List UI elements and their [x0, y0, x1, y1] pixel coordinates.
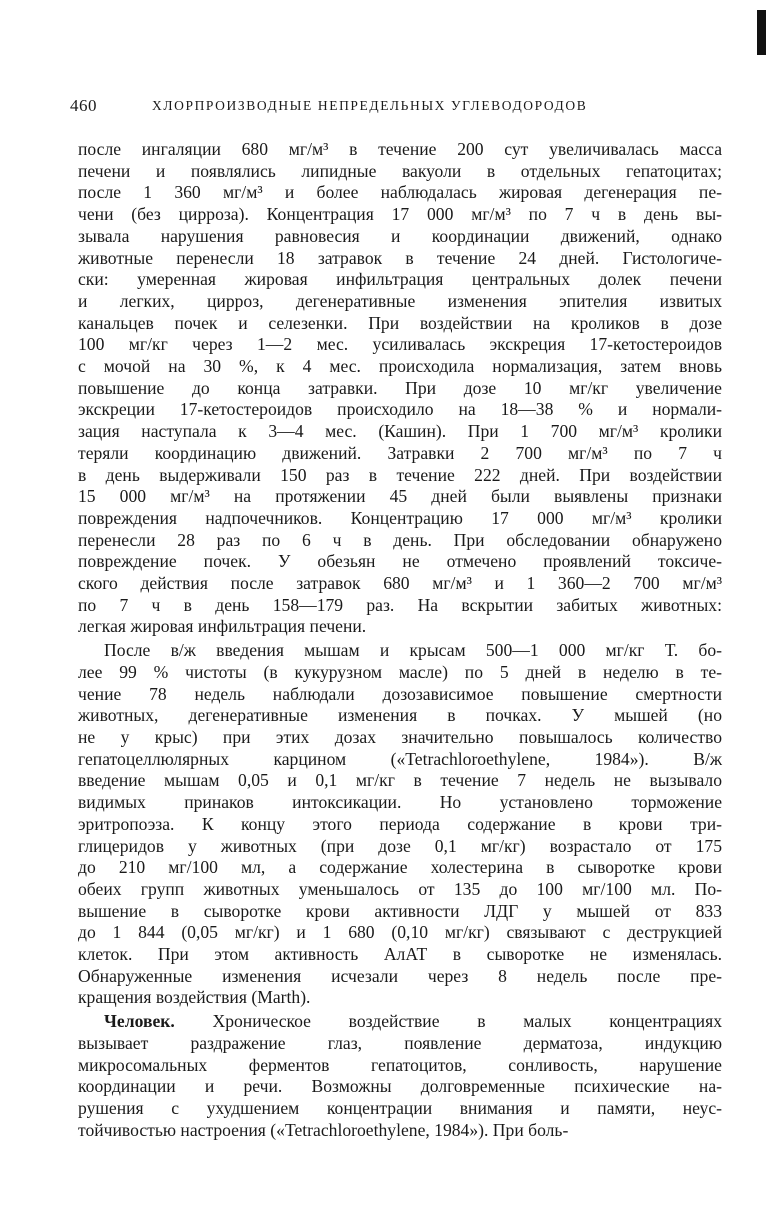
body-text: [78, 139, 722, 1141]
text-line: перенесли 28 раз по 6 ч в день. При обследовании обнаружено: [78, 529, 722, 550]
text-line: в день выдерживали 150 раз в течение 222 дней. При воздействии: [78, 464, 722, 485]
text-line: обеих групп животных уменьшалось от 135 до 100 мг/100 мл. По-: [78, 878, 722, 899]
text-line: повышение до конца затравки. При дозе 10 мг/кг увеличение: [78, 377, 722, 398]
text-line: видимых принаков интоксикации. Но установлено торможение: [78, 792, 722, 813]
text-line: чени (без цирроза). Концентрация 17 000 мг/м³ по 7 ч в день вы-: [78, 204, 722, 225]
text-line: [78, 1011, 722, 1033]
text-line: клеток. При этом активность АлАТ в сыворотке не изменялась.: [78, 944, 722, 965]
page-number: 460: [70, 96, 97, 115]
text-line: животные перенесли 18 затравок в течение 24 дней. Гистологиче-: [78, 247, 722, 268]
text-line: до 210 мг/100 мл, а содержание холестерина в сыворотке крови: [78, 857, 722, 878]
text-line: теряли координацию движений. Затравки 2 700 мг/м³ по 7 ч: [78, 442, 722, 463]
paragraph-human-effects: [78, 1011, 722, 1141]
text-line: чение 78 недель наблюдали дозозависимое повышение смертности: [78, 683, 722, 704]
text-line: глицеридов у животных (при дозе 0,1 мг/кг) возрастало от 175: [78, 835, 722, 856]
text-line: до 1 844 (0,05 мг/кг) и 1 680 (0,10 мг/кг) связывают с деструкцией: [78, 922, 722, 943]
text-line: рушения с ухудшением концентрации внимания и памяти, неус-: [78, 1097, 722, 1118]
paragraph-oral-administration: [78, 640, 722, 1009]
text-line: эритропоэза. К концу этого периода содержание в крови три-: [78, 813, 722, 834]
text-line: печени и появлялись липидные вакуоли в отдельных гепатоцитах;: [78, 160, 722, 181]
text-line: животных, дегенеративные изменения в почках. У мышей (но: [78, 705, 722, 726]
text-line: зывала нарушения равновесия и координации движений, однако: [78, 225, 722, 246]
text-line: повреждения надпочечников. Концентрацию 17 000 мг/м³ кролики: [78, 507, 722, 528]
text-line: вышение в сыворотке крови активности ЛДГ у мышей от 833: [78, 900, 722, 921]
text-line: тойчивостью настроения («Tetrachloroethylene, 1984»). При боль-: [78, 1119, 569, 1140]
page-edge-mark: [757, 10, 766, 55]
text-line: легкая жировая инфильтрация печени.: [78, 616, 367, 637]
text-line: кращения воздействия (Marth).: [78, 987, 311, 1008]
text-line: 15 000 мг/м³ на протяжении 45 дней были выявлены признаки: [78, 486, 722, 507]
text-line: после 1 360 мг/м³ и более наблюдалась жировая дегенерация пе-: [78, 182, 722, 203]
text-line: гепатоцеллюлярных карцином («Tetrachloroethylene, 1984»). В/ж: [78, 748, 722, 769]
text-line: микросомальных ферментов гепатоцитов, сонливость, нарушение: [78, 1054, 722, 1075]
run-in-heading: Человек.: [104, 1011, 175, 1032]
text-line: После в/ж введения мышам и крысам 500—1 000 мг/кг Т. бо-: [104, 640, 722, 661]
text-line: ски: умеренная жировая инфильтрация центральных долек печени: [78, 269, 722, 290]
text-line: с мочой на 30 %, к 4 мес. происходила нормализация, затем вновь: [78, 356, 722, 377]
text-line: лее 99 % чистоты (в кукурузном масле) по 5 дней в неделю в те-: [78, 661, 722, 682]
text-line: экскреции 17-кетостероидов происходило на 18—38 % и нормали-: [78, 399, 722, 420]
text-line: не у крыс) при этих дозах значительно повышалось количество: [78, 726, 722, 747]
text-line: координации и речи. Возможны долговременные психические на-: [78, 1076, 722, 1097]
text-line: вызывает раздражение глаз, появление дерматоза, индукцию: [78, 1032, 722, 1053]
text-line: 100 мг/кг через 1—2 мес. усиливалась экскреция 17-кетостероидов: [78, 334, 722, 355]
text-line: ского действия после затравок 680 мг/м³ и 1 360—2 700 мг/м³: [78, 573, 722, 594]
running-head: ХЛОРПРОИЗВОДНЫЕ НЕПРЕДЕЛЬНЫХ УГЛЕВОДОРОДОВ: [152, 98, 588, 113]
text-line: Обнаруженные изменения исчезали через 8 недель после пре-: [78, 965, 722, 986]
text-line: после ингаляции 680 мг/м³ в течение 200 сут увеличивалась масса: [78, 139, 722, 159]
text-line: повреждение почек. У обезьян не отмечено проявлений токсиче-: [78, 551, 722, 572]
text-line: введение мышам 0,05 и 0,1 мг/кг в течение 7 недель не вызывало: [78, 770, 722, 791]
page-header: [70, 96, 720, 118]
text-line: по 7 ч в день 158—179 раз. На вскрытии забитых животных:: [78, 594, 722, 615]
text-line: зация наступала к 3—4 мес. (Кашин). При 1 700 мг/м³ кролики: [78, 421, 722, 442]
text-line: канальцев почек и селезенки. При воздействии на кроликов в дозе: [78, 312, 722, 333]
text-line: и легких, цирроз, дегенеративные изменения эпителия извитых: [78, 290, 722, 311]
paragraph-animal-inhalation: [78, 139, 722, 638]
text-line-content: Хроническое воздействие в малых концентрациях: [174, 1011, 722, 1032]
